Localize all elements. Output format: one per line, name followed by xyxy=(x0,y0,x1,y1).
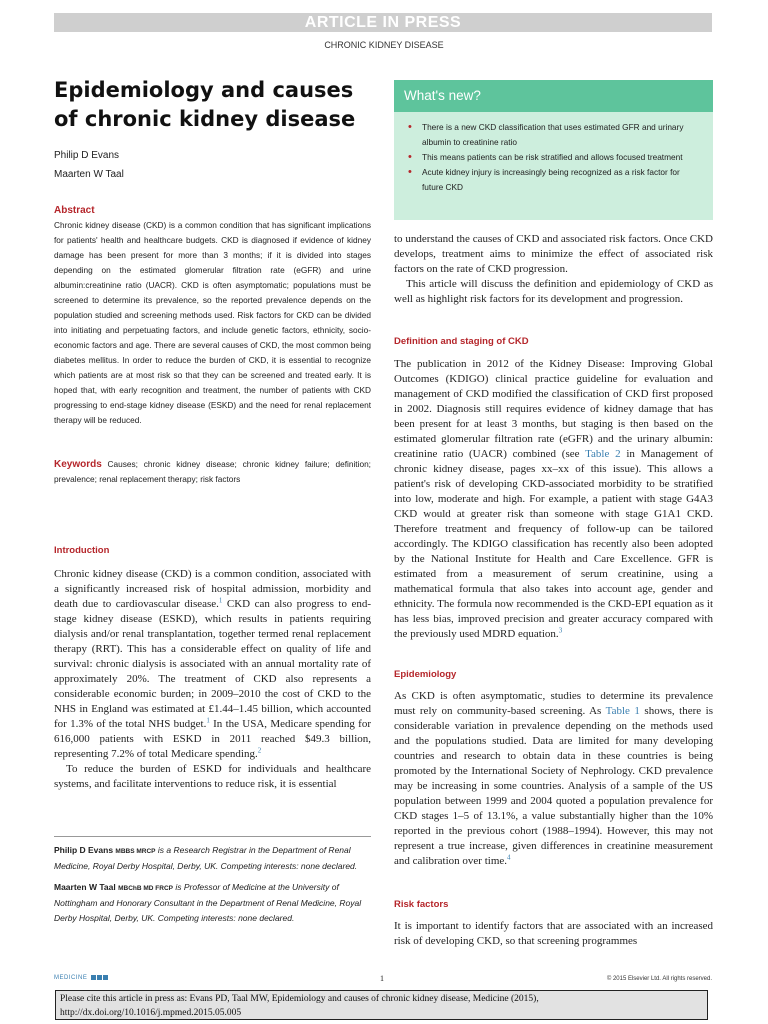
journal-name: MEDICINE xyxy=(54,975,108,981)
reference-link[interactable]: 4 xyxy=(507,853,511,862)
introduction-heading: Introduction xyxy=(54,545,110,556)
abstract-text: Chronic kidney disease (CKD) is a common condition that has significant implications for patients' health and healthcare budgets. CKD is diagnosed if evidence of kidney damage has been present for more than 3 months; if it is divided into stages depending on the estimated glomerular filtration rate (eGFR) and urine albumin:creatinine ratio (UACR). CKD is often asymptomatic; populations must be screened to determine its prevalence, so the reported prevalence depends on the population studied and screening methods used. Risk factors for CKD can be divided into initiating and perpetuating factors, and include genetic factors, ethnicity, socio-economic factors and age. There are several causes of CKD, the most common being diabetes mellitus. In order to reduce the burden of CKD, it is essential to recognize which patients are at most risk so that they can be screened and treated early. It is hoped that, with early recognition and treatment, the number of patients with CKD progressing to end-stage kidney disease (ESKD) and the need for renal replacement therapy will be reduced. xyxy=(54,220,371,425)
risk-factors-body xyxy=(394,919,713,949)
introduction-body xyxy=(54,567,371,792)
author-footnotes xyxy=(54,836,371,932)
journal-logo-icon xyxy=(103,975,108,980)
whats-new-box xyxy=(394,80,713,220)
body-paragraph: to understand the causes of CKD and associated risk factors. Once CKD develops, treatment aims to minimize the effect of associated risk factors on the rate of CKD progression. xyxy=(394,233,713,275)
epidemiology-heading: Epidemiology xyxy=(394,669,457,680)
abstract-heading: Abstract xyxy=(54,205,95,216)
introduction-paragraph: Chronic kidney disease (CKD) is a common condition, associated with a significantly increased risk of hospital admission, morbidity and death due to cardiovascular disease.$^1$ CKD can also progress to end-stage kidney disease (ESKD), which results in patients requiring dialysis and/or renal transplantation, together termed renal replacement therapy (RRT). This has a considerable effect on quality of life and survival: chronic dialysis is associated with an annual mortality rate of approximately 20%. The treatment of CKD also represents a considerable economic burden; in 2009–2010 the cost of CKD to the NHS in England was estimated at £1.44–1.45 billion, which accounted for 1.3% of the total NHS budget.$^1$ In the USA, Medicare spending for 616,000 patients with ESKD in 2011 reached $49.3 billion, representing 7.2% of total Medicare spending.$^2$ xyxy=(54,568,371,760)
list-item: • Acute kidney injury is increasingly being recognized as a risk factor for future CKD xyxy=(422,165,701,195)
author-name: Philip D Evans xyxy=(54,150,120,161)
author-list xyxy=(54,146,124,184)
whats-new-list xyxy=(394,120,713,195)
body-paragraph: It is important to identify factors that are associated with an increased risk of developing CKD, so that screening programmes xyxy=(394,920,713,947)
page-number: 1 xyxy=(380,974,384,983)
keywords-label: Keywords xyxy=(54,459,102,470)
running-header: CHRONIC KIDNEY DISEASE xyxy=(324,40,444,50)
author-footnote: Philip D Evans MBBS MRCP is a Research Registrar in the Department of Renal Medicine, Royal Derby Hospital, Derby, UK. Competing interests: none declared. xyxy=(54,845,358,871)
body-paragraph: This article will discuss the definition and epidemiology of CKD as well as highlight risk factors for its development and progression. xyxy=(394,278,713,305)
list-item: • This means patients can be risk stratified and allows focused treatment xyxy=(422,150,701,165)
article-title: Epidemiology and causes of chronic kidney disease xyxy=(54,78,356,131)
journal-logo-icon xyxy=(91,975,96,980)
author-footnote: Maarten W Taal MBChB MD FRCP is Professor of Medicine at the University of Nottingham and Honorary Consultant in the Department of Renal Medicine, Royal Derby Hospital, Derby, UK. Competing interests: none declared. xyxy=(54,882,362,923)
author-name: Maarten W Taal xyxy=(54,169,124,180)
risk-factors-heading: Risk factors xyxy=(394,899,449,910)
keywords-text: Causes; chronic kidney disease; chronic kidney failure; definition; prevalence; renal replacement therapy; risk factors xyxy=(54,459,371,484)
journal-logo-icon xyxy=(97,975,102,980)
reference-link[interactable]: 3 xyxy=(558,626,563,635)
whats-new-heading: What's new? xyxy=(394,80,713,112)
list-item: • There is a new CKD classification that uses estimated GFR and urinary albumin to creatinine ratio xyxy=(422,120,701,150)
citation-box: Please cite this article in press as: Evans PD, Taal MW, Epidemiology and causes of chronic kidney disease, Medicine (2015), http://dx.doi.org/10.1016/j.mpmed.2015.05.005 xyxy=(55,990,708,1020)
table-link[interactable]: Table 2 xyxy=(585,448,621,460)
body-paragraph: As CKD is often asymptomatic, studies to determine its prevalence must rely on community-based screening. As Table 1 shows, there is considerable variation in prevalence depending on the methods used and the populations studied. Data are limited for many developing countries and research to obtain data in these countries is being promoted by the International Society of Nephrology. CKD prevalence may be increasing in some countries. Analysis of a sample of the US population between 1999 and 2004 quoted a population prevalence for CKD stages 1–5 of 13.1%, a value substantially higher than the 10% reported in the previous cohort (1988–1994). However, this may not represent a true increase, given differences in creatinine measurement and calibration over time.$^4$ xyxy=(394,690,713,867)
epidemiology-body xyxy=(394,689,713,869)
reference-link[interactable]: 1 xyxy=(218,596,223,605)
body-paragraph: The publication in 2012 of the Kidney Disease: Improving Global Outcomes (KDIGO) clinical practice guideline for evaluation and management of CKD modified the classification of CKD first proposed in 2002. Diagnosis still requires evidence of kidney damage that has been present for at least 3 months, but staging is then based on the estimated glomerular filtration rate (eGFR) and the urinary albumin: creatinine ratio (UACR) combined (see Table 2 in Management of chronic kidney disease, pages xx–xx of this issue). This allows a patient's risk of developing CKD-associated morbidity to be stratified into low, moderate and high. For example, a patient with stage G4A3 CKD would at greater risk than someone with stage G1A1 CKD. Therefore treatment and frequency of follow-up can be tailored accordingly. The KDIGO classification has recently also been adopted by the National Institute for Health and Care Excellence. GFR is estimated from a measurement of serum creatinine, using a mathematical formula that also takes into account age, gender and ethnicity. The formula now recommended is the CKD-EPI equation as it has less bias, improved precision and greater accuracy compared with the previously used MDRD equation.$^3$ xyxy=(394,358,713,640)
keywords xyxy=(54,457,371,487)
table-link[interactable]: Table 1 xyxy=(605,705,640,717)
article-in-press-banner: ARTICLE IN PRESS xyxy=(54,13,712,32)
definition-heading: Definition and staging of CKD xyxy=(394,336,529,347)
reference-link[interactable]: 1 xyxy=(206,716,210,725)
reference-link[interactable]: 2 xyxy=(257,746,262,755)
body-continued xyxy=(394,232,713,307)
introduction-paragraph: To reduce the burden of ESKD for individuals and healthcare systems, and facilitate interventions to reduce risk, it is essential xyxy=(54,763,371,790)
definition-body xyxy=(394,357,713,642)
copyright: © 2015 Elsevier Ltd. All rights reserved. xyxy=(606,976,712,982)
